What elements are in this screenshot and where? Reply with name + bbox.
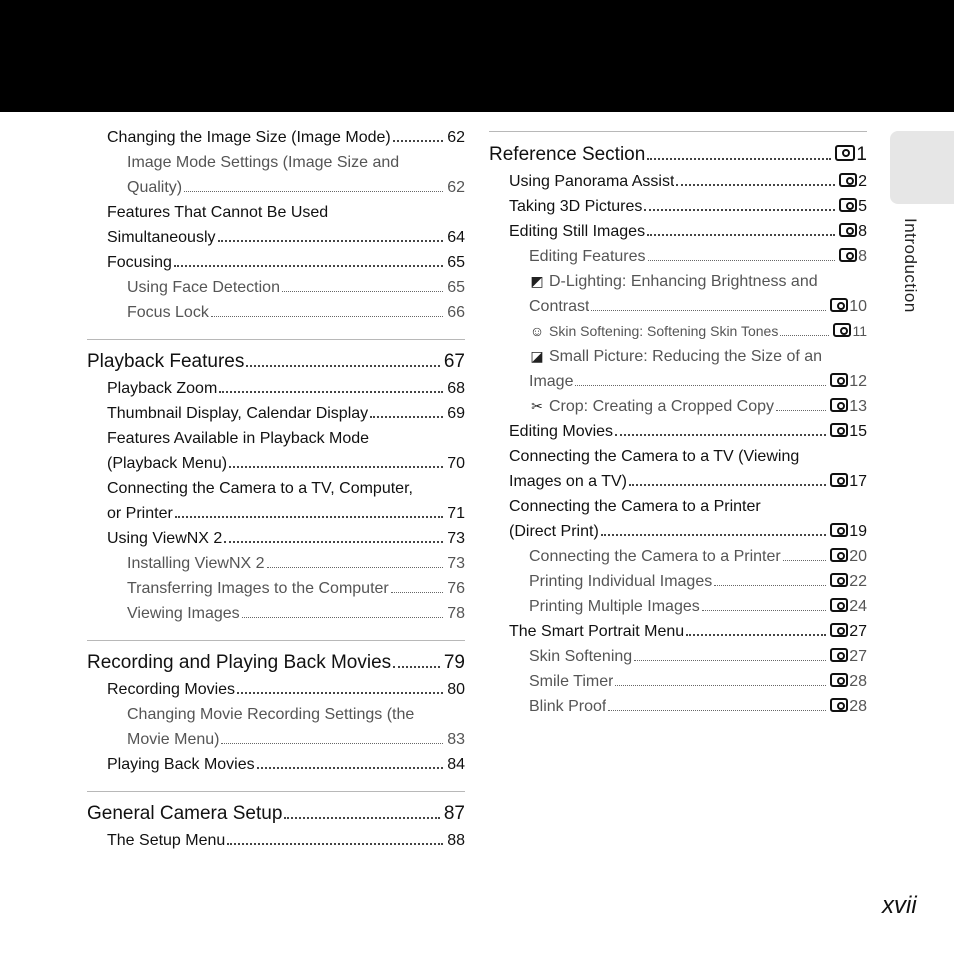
leader-dots xyxy=(615,685,826,686)
toc-entry-title: Taking 3D Pictures xyxy=(509,198,643,215)
toc-entry[interactable] xyxy=(127,175,465,200)
toc-entry-line1 xyxy=(529,269,867,294)
toc-entry-line1: Connecting the Camera to a Printer xyxy=(509,498,761,515)
toc-entry-title: Editing Features xyxy=(529,248,646,265)
toc-entry[interactable] xyxy=(529,394,867,419)
toc-entry[interactable] xyxy=(107,451,465,476)
toc-entry-title: Quality) xyxy=(127,179,183,196)
toc-entry-title: Using Face Detection xyxy=(127,279,280,296)
toc-entry[interactable] xyxy=(107,125,465,150)
toc-entry-title: Printing Individual Images xyxy=(529,573,713,590)
toc-entry-title: Changing the Image Size (Image Mode) xyxy=(107,129,391,146)
toc-entry-page: 15 xyxy=(849,423,867,440)
toc-entry-page: 8 xyxy=(858,223,867,240)
toc-left-column xyxy=(87,125,465,853)
leader-dots xyxy=(184,191,443,192)
toc-entry[interactable] xyxy=(529,544,867,569)
toc-entry[interactable] xyxy=(509,194,867,219)
reference-section-icon xyxy=(830,523,848,537)
toc-entry-title: Focus Lock xyxy=(127,304,209,321)
toc-entry-title: Editing Still Images xyxy=(509,223,646,240)
toc-entry-page: 27 xyxy=(849,623,867,640)
reference-section-icon xyxy=(830,598,848,612)
leader-dots xyxy=(267,567,444,568)
reference-section-icon xyxy=(830,423,848,437)
toc-heading-title: Recording and Playing Back Movies xyxy=(87,652,392,673)
toc-entry-line1: Image Mode Settings (Image Size and xyxy=(127,154,400,171)
reference-section-icon xyxy=(830,573,848,587)
leader-dots xyxy=(224,541,443,543)
reference-section-icon xyxy=(830,373,848,387)
leader-dots xyxy=(221,743,443,744)
toc-entry-page: 8 xyxy=(858,248,867,265)
reference-section-icon xyxy=(830,623,848,637)
toc-entry-page: 64 xyxy=(447,229,465,246)
toc-entry-title: Crop: Creating a Cropped Copy xyxy=(549,398,775,415)
leader-dots xyxy=(174,265,443,267)
reference-section-icon xyxy=(839,223,857,237)
toc-entry[interactable] xyxy=(529,294,867,319)
toc-entry-page: 28 xyxy=(849,673,867,690)
leader-dots xyxy=(218,240,444,242)
skin-softening-icon: ☺ xyxy=(529,323,545,339)
toc-section-reference xyxy=(489,131,867,719)
toc-heading-title: Reference Section xyxy=(489,144,646,165)
toc-entry-title: Focusing xyxy=(107,254,172,271)
reference-section-icon xyxy=(830,398,848,412)
toc-entry-title: Playing Back Movies xyxy=(107,756,255,773)
toc-entry-title: Editing Movies xyxy=(509,423,614,440)
toc-entry-page: 27 xyxy=(849,648,867,665)
toc-entry[interactable] xyxy=(529,569,867,594)
leader-dots xyxy=(591,310,826,311)
leader-dots xyxy=(575,385,826,386)
leader-dots xyxy=(634,660,826,661)
toc-section-setup xyxy=(87,791,465,853)
reference-section-icon xyxy=(833,323,851,337)
leader-dots xyxy=(647,234,835,236)
toc-entry[interactable] xyxy=(529,669,867,694)
reference-section-icon xyxy=(830,473,848,487)
toc-section-image-mode xyxy=(87,125,465,325)
toc-entry-page: 88 xyxy=(447,832,465,849)
crop-icon: ✂ xyxy=(531,398,543,414)
toc-entry-title: The Smart Portrait Menu xyxy=(509,623,685,640)
toc-entry-title: Playback Zoom xyxy=(107,380,218,397)
d-lighting-icon: ◩ xyxy=(530,273,544,289)
leader-dots xyxy=(783,560,827,561)
toc-entry-page: 24 xyxy=(849,598,867,615)
toc-entry-title: Recording Movies xyxy=(107,681,236,698)
leader-dots xyxy=(237,692,443,694)
toc-entry[interactable] xyxy=(529,319,867,344)
toc-entry-page: 80 xyxy=(447,681,465,698)
reference-section-icon xyxy=(839,198,857,212)
toc-entry-title: Connecting the Camera to a Printer xyxy=(529,548,781,565)
toc-entry[interactable] xyxy=(509,219,867,244)
toc-heading-page: 87 xyxy=(443,803,465,824)
toc-entry[interactable] xyxy=(509,619,867,644)
toc-entry-title: Installing ViewNX 2 xyxy=(127,555,265,572)
toc-entry-title: (Playback Menu) xyxy=(107,455,228,472)
toc-entry-title: Thumbnail Display, Calendar Display xyxy=(107,405,369,422)
toc-entry[interactable] xyxy=(127,275,465,300)
toc-entry-page: 13 xyxy=(849,398,867,415)
toc-entry[interactable] xyxy=(107,828,465,853)
toc-entry-line1: Connecting the Camera to a TV (Viewing xyxy=(509,448,800,465)
toc-entry-page: 19 xyxy=(849,523,867,540)
toc-entry-page: 62 xyxy=(447,129,465,146)
toc-heading[interactable] xyxy=(87,800,465,828)
reference-section-icon xyxy=(830,673,848,687)
toc-entry-page: 70 xyxy=(447,455,465,472)
leader-dots xyxy=(601,534,826,536)
toc-entry-title: Printing Multiple Images xyxy=(529,598,700,615)
leader-dots xyxy=(648,260,836,261)
toc-entry-page: 12 xyxy=(849,373,867,390)
toc-entry[interactable] xyxy=(107,401,465,426)
reference-section-icon xyxy=(830,298,848,312)
toc-entry-page: 11 xyxy=(852,323,867,339)
toc-heading-page: 79 xyxy=(443,652,465,673)
toc-heading-page: 67 xyxy=(443,351,465,372)
toc-entry-page: 28 xyxy=(849,698,867,715)
toc-entry[interactable] xyxy=(509,169,867,194)
toc-entry-title: Using Panorama Assist xyxy=(509,173,675,190)
leader-dots xyxy=(219,391,443,393)
toc-entry-page: 62 xyxy=(447,179,465,196)
leader-dots xyxy=(257,767,444,769)
toc-entry-page: 2 xyxy=(858,173,867,190)
toc-entry[interactable] xyxy=(107,526,465,551)
section-tab-label: Introduction xyxy=(901,218,920,313)
leader-dots xyxy=(393,666,440,668)
leader-dots xyxy=(615,434,826,436)
leader-dots xyxy=(644,209,835,211)
leader-dots xyxy=(702,610,826,611)
header-bar xyxy=(0,0,954,112)
leader-dots xyxy=(211,316,443,317)
reference-section-icon xyxy=(830,548,848,562)
toc-entry-line1: Connecting the Camera to a TV, Computer, xyxy=(107,480,413,497)
toc-entry-line1-text: Small Picture: Reducing the Size of an xyxy=(549,348,823,365)
toc-entry[interactable] xyxy=(127,551,465,576)
toc-entry-line1: Features That Cannot Be Used xyxy=(107,204,329,221)
small-picture-icon: ◪ xyxy=(530,348,544,364)
toc-entry-page: 78 xyxy=(447,605,465,622)
leader-dots xyxy=(686,634,826,636)
toc-entry-page: 76 xyxy=(447,580,465,597)
reference-section-icon xyxy=(830,648,848,662)
toc-section-playback xyxy=(87,339,465,626)
section-tab[interactable] xyxy=(890,131,954,204)
toc-entry[interactable] xyxy=(127,576,465,601)
toc-entry-title: Simultaneously xyxy=(107,229,216,246)
toc-entry[interactable] xyxy=(107,376,465,401)
leader-dots xyxy=(175,516,443,518)
toc-entry-title: Skin Softening xyxy=(529,648,633,665)
leader-dots xyxy=(629,484,826,486)
leader-dots xyxy=(608,710,826,711)
toc-entry-page: 65 xyxy=(447,254,465,271)
toc-entry[interactable] xyxy=(127,300,465,325)
toc-entry-page: 69 xyxy=(447,405,465,422)
toc-entry-title: (Direct Print) xyxy=(509,523,599,540)
toc-entry-title: Blink Proof xyxy=(529,698,607,715)
toc-entry-page: 68 xyxy=(447,380,465,397)
toc-heading[interactable] xyxy=(489,141,867,169)
page-number: xvii xyxy=(882,892,917,919)
leader-dots xyxy=(227,843,443,845)
leader-dots xyxy=(246,365,440,367)
toc-entry[interactable] xyxy=(107,677,465,702)
toc-entry[interactable] xyxy=(127,727,465,752)
toc-entry-title: Movie Menu) xyxy=(127,731,220,748)
leader-dots xyxy=(284,817,439,819)
toc-heading-title: General Camera Setup xyxy=(87,803,283,824)
toc-entry-title: Transferring Images to the Computer xyxy=(127,580,389,597)
toc-heading-title: Playback Features xyxy=(87,351,245,372)
toc-entry-page: 65 xyxy=(447,279,465,296)
reference-section-icon xyxy=(839,248,857,262)
leader-dots xyxy=(780,335,829,336)
toc-heading-page: 1 xyxy=(856,144,867,165)
toc-entry[interactable] xyxy=(509,419,867,444)
leader-dots xyxy=(370,416,443,418)
toc-entry-page: 73 xyxy=(447,530,465,547)
toc-entry-title: Smile Timer xyxy=(529,673,614,690)
toc-entry[interactable] xyxy=(107,752,465,777)
toc-heading[interactable] xyxy=(87,348,465,376)
toc-entry-page: 73 xyxy=(447,555,465,572)
toc-entry-page: 17 xyxy=(849,473,867,490)
toc-entry[interactable] xyxy=(529,594,867,619)
reference-section-icon xyxy=(835,145,855,161)
toc-entry[interactable] xyxy=(107,250,465,275)
leader-dots xyxy=(282,291,443,292)
toc-section-movies xyxy=(87,640,465,777)
toc-entry-page: 5 xyxy=(858,198,867,215)
toc-entry[interactable] xyxy=(107,501,465,526)
toc-heading[interactable] xyxy=(87,649,465,677)
toc-entry-title: Contrast xyxy=(529,298,590,315)
toc-entry[interactable] xyxy=(529,694,867,719)
toc-entry-page: 83 xyxy=(447,731,465,748)
toc-entry-page: 10 xyxy=(849,298,867,315)
toc-entry-line1-text: D-Lighting: Enhancing Brightness and xyxy=(549,273,818,290)
toc-entry-page: 22 xyxy=(849,573,867,590)
toc-entry[interactable] xyxy=(529,644,867,669)
toc-entry[interactable] xyxy=(509,469,867,494)
toc-entry-line1: Features Available in Playback Mode xyxy=(107,430,370,447)
leader-dots xyxy=(776,410,826,411)
toc-entry-title: Viewing Images xyxy=(127,605,240,622)
toc-entry-title: Skin Softening: Softening Skin Tones xyxy=(549,323,779,339)
toc-entry-line1: Changing Movie Recording Settings (the xyxy=(127,706,415,723)
leader-dots xyxy=(242,617,444,618)
toc-entry[interactable] xyxy=(107,225,465,250)
toc-entry-page: 20 xyxy=(849,548,867,565)
leader-dots xyxy=(393,140,443,142)
toc-entry[interactable] xyxy=(529,244,867,269)
leader-dots xyxy=(391,592,443,593)
toc-entry-page: 66 xyxy=(447,304,465,321)
leader-dots xyxy=(676,184,835,186)
leader-dots xyxy=(229,466,443,468)
toc-entry-page: 84 xyxy=(447,756,465,773)
toc-entry-page: 71 xyxy=(447,505,465,522)
toc-entry[interactable] xyxy=(127,601,465,626)
toc-entry[interactable] xyxy=(509,519,867,544)
toc-entry-title: The Setup Menu xyxy=(107,832,226,849)
reference-section-icon xyxy=(839,173,857,187)
reference-section-icon xyxy=(830,698,848,712)
toc-entry-title: or Printer xyxy=(107,505,173,522)
toc-entry[interactable] xyxy=(529,369,867,394)
toc-entry-line1 xyxy=(529,344,867,369)
toc-entry-title: Image xyxy=(529,373,574,390)
toc-entry-title: Images on a TV) xyxy=(509,473,627,490)
leader-dots xyxy=(647,158,831,160)
leader-dots xyxy=(714,585,826,586)
toc-right-column xyxy=(489,131,867,719)
toc-entry-title: Using ViewNX 2 xyxy=(107,530,223,547)
